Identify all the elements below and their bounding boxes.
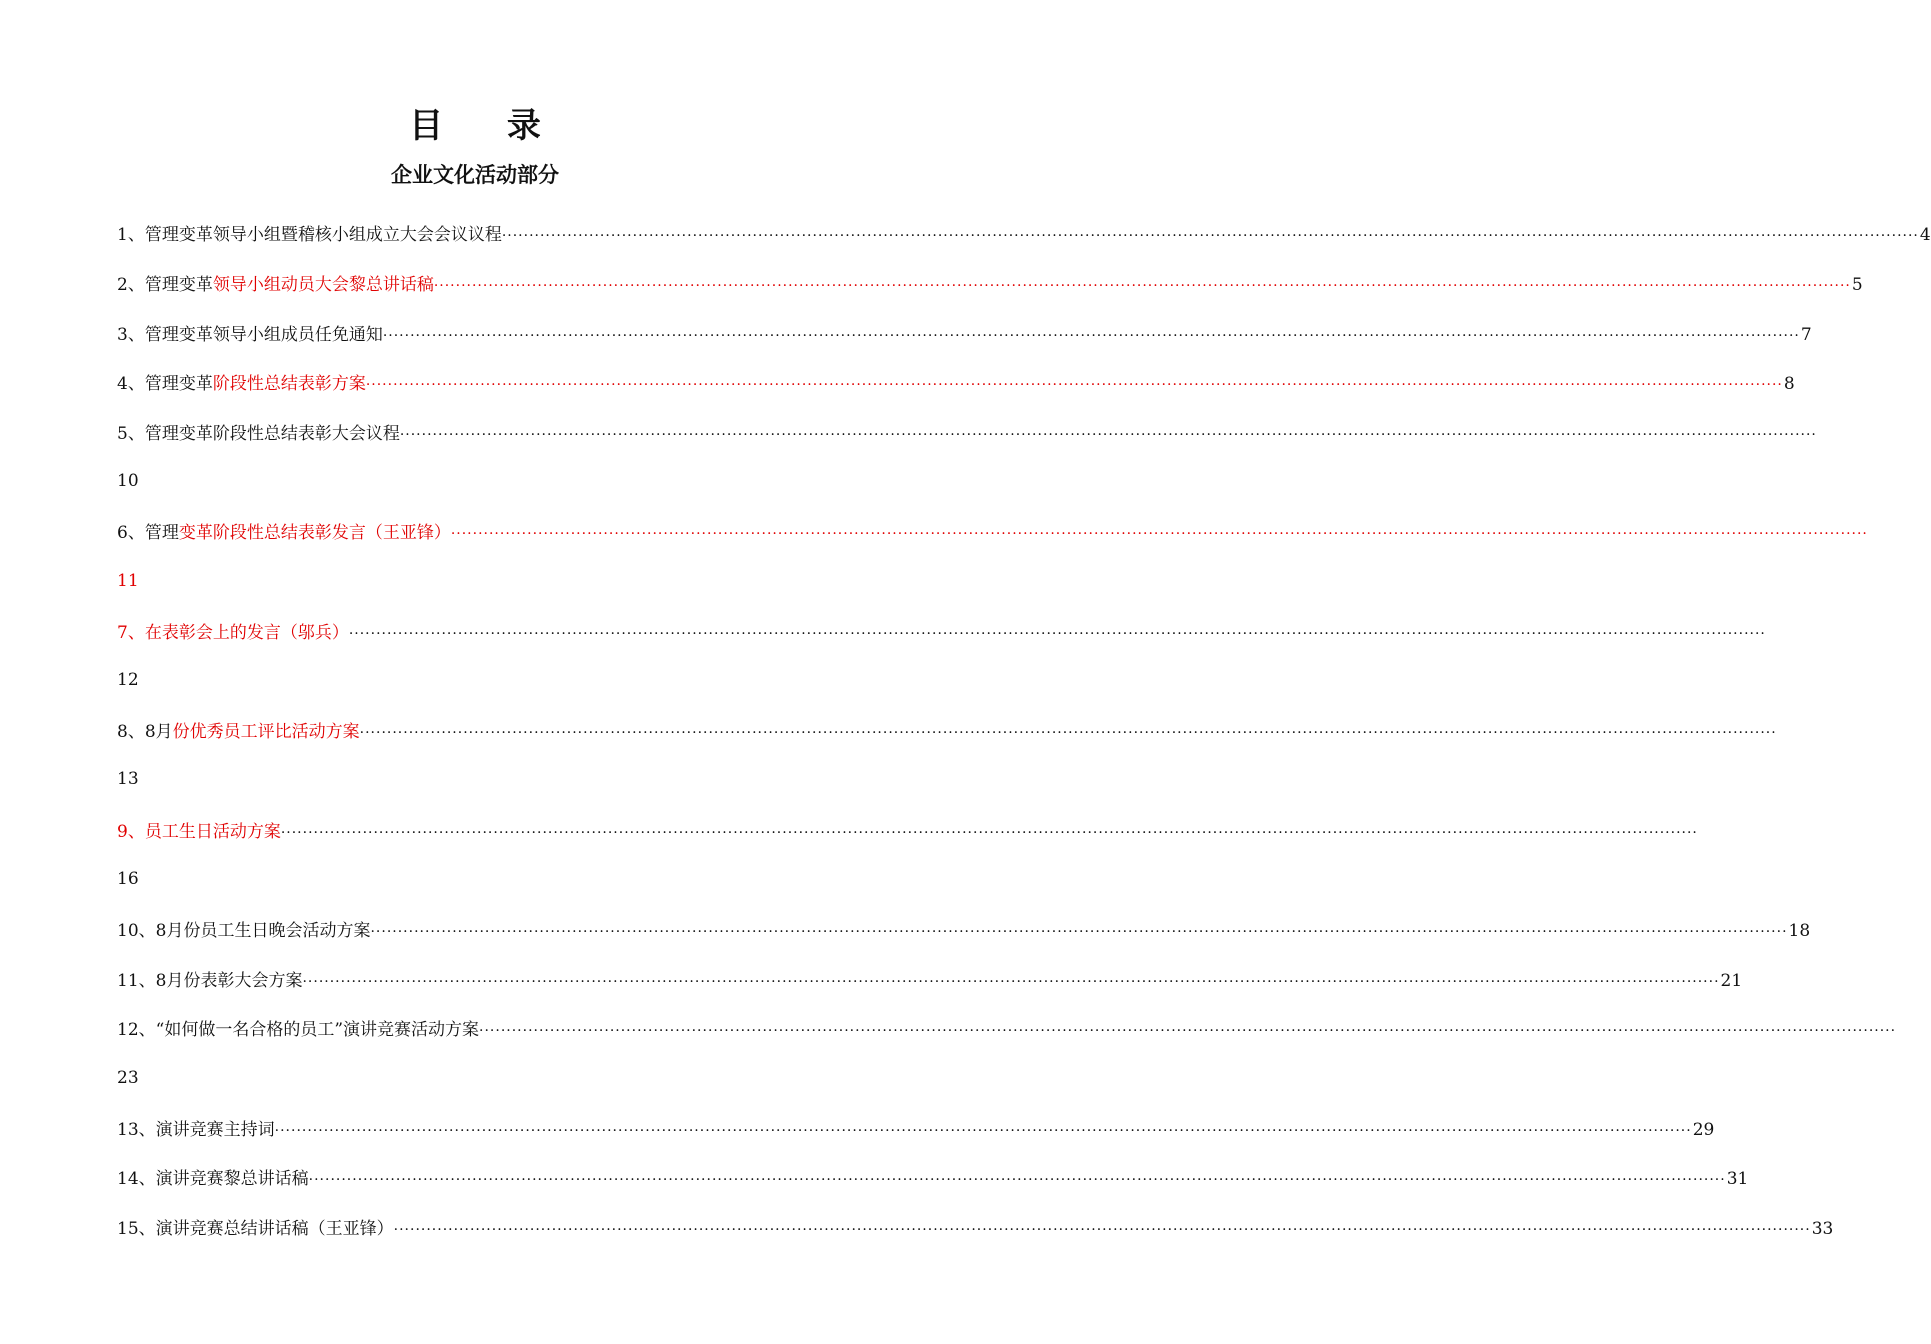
toc-entry-number: 5、 xyxy=(117,424,145,445)
toc-entry-title: 8月份表彰大会方案 xyxy=(155,970,303,991)
toc-page-number: 21 xyxy=(1720,970,1743,991)
toc-entry-number: 6、 xyxy=(117,523,145,544)
toc-entry-number: 15、 xyxy=(117,1219,156,1240)
toc-entry-title: 8月 xyxy=(144,722,173,743)
toc-entry[interactable] xyxy=(117,1152,1749,1202)
toc-entry-number: 12、 xyxy=(117,1020,156,1041)
toc-entry[interactable] xyxy=(117,1102,1715,1152)
toc-page-number-wrapped: 16 xyxy=(117,868,139,889)
toc-entry-title-highlight: 变革阶段性总结表彰发言（王亚锋） xyxy=(178,523,451,544)
toc-entry-number: 11、 xyxy=(117,970,156,991)
toc-entry-number: 2、 xyxy=(117,275,145,296)
toc-entry-number: 14、 xyxy=(117,1169,156,1190)
toc-page-number: 33 xyxy=(1811,1219,1834,1240)
table-of-contents xyxy=(117,208,1931,1251)
toc-entry-number: 1、 xyxy=(117,225,145,246)
toc-page-number: 31 xyxy=(1726,1169,1749,1190)
toc-page-number: 18 xyxy=(1788,920,1811,941)
toc-entry-number: 3、 xyxy=(117,324,145,345)
toc-entry-number: 9、 xyxy=(117,821,145,842)
section-subtitle: 企业文化活动部分 xyxy=(391,163,559,187)
toc-entry-title: 管理变革 xyxy=(144,275,213,296)
page-title: 目 录 xyxy=(409,106,567,146)
toc-leader-dots: ···································································································································································································································································· xyxy=(274,1122,1692,1139)
toc-entry-number: 7、 xyxy=(117,622,145,643)
toc-leader-dots: ···································································································································································································································································· xyxy=(308,1172,1726,1189)
toc-leader-dots: ···································································································································································································································································· xyxy=(302,973,1720,990)
toc-page-number: 5 xyxy=(1851,275,1863,296)
toc-leader-dots: ···································································································································································································································································· xyxy=(393,1222,1811,1239)
toc-page-number-wrapped: 10 xyxy=(117,471,139,492)
toc-entry-title: 管理变革 xyxy=(144,374,213,395)
toc-entry-number: 4、 xyxy=(117,374,145,395)
toc-entry-title: 演讲竞赛黎总讲话稿 xyxy=(155,1169,309,1190)
toc-leader-dots: ···································································································································································································································································· xyxy=(399,427,1817,444)
toc-page-number: 8 xyxy=(1783,374,1795,395)
toc-entry[interactable] xyxy=(117,1202,1834,1252)
toc-entry-title-highlight: 领导小组动员大会黎总讲话稿 xyxy=(212,275,434,296)
toc-entry-title: 演讲竞赛主持词 xyxy=(155,1119,275,1140)
toc-leader-dots: ···································································································································································································································································· xyxy=(382,327,1800,344)
toc-leader-dots: ···································································································································································································································································· xyxy=(501,228,1919,245)
toc-entry-title-highlight: 份优秀员工评比活动方案 xyxy=(172,722,360,743)
toc-page-number: 4 xyxy=(1919,225,1931,246)
toc-entry-title-highlight: 阶段性总结表彰方案 xyxy=(212,374,366,395)
toc-entry-title: 管理变革领导小组暨稽核小组成立大会会议议程 xyxy=(144,225,502,246)
toc-entry[interactable] xyxy=(117,357,1795,407)
toc-entry-title: “如何做一名合格的员工”演讲竞赛活动方案 xyxy=(155,1020,480,1041)
toc-entry-number: 8、 xyxy=(117,722,145,743)
toc-entry-title-highlight: 员工生日活动方案 xyxy=(144,821,281,842)
toc-entry[interactable] xyxy=(117,407,1817,457)
toc-leader-dots: ···································································································································································································································································· xyxy=(280,824,1698,841)
toc-page-number: 29 xyxy=(1692,1119,1715,1140)
toc-entry-title: 演讲竞赛总结讲话稿（王亚锋） xyxy=(155,1219,394,1240)
toc-entry[interactable] xyxy=(117,258,1863,308)
toc-entry-number: 10、 xyxy=(117,920,156,941)
toc-leader-dots: ···································································································································································································································································· xyxy=(370,923,1788,940)
toc-entry[interactable] xyxy=(117,904,1811,954)
toc-entry-title: 管理 xyxy=(144,523,179,544)
toc-page-number-wrapped: 13 xyxy=(117,769,139,790)
toc-entry-number: 13、 xyxy=(117,1119,156,1140)
toc-page-number-wrapped: 11 xyxy=(117,570,139,591)
toc-leader-dots: ···································································································································································································································································· xyxy=(433,278,1851,295)
toc-entry[interactable] xyxy=(117,705,1777,755)
toc-entry[interactable] xyxy=(117,1003,1897,1053)
toc-entry[interactable] xyxy=(117,804,1698,854)
toc-entry[interactable] xyxy=(117,506,1868,556)
toc-leader-dots: ···································································································································································································································································· xyxy=(479,1023,1897,1040)
toc-page-number-wrapped: 12 xyxy=(117,670,139,691)
toc-entry-title: 8月份员工生日晚会活动方案 xyxy=(155,920,371,941)
toc-entry[interactable] xyxy=(117,307,1812,357)
toc-page-number: 7 xyxy=(1800,324,1812,345)
toc-leader-dots: ···································································································································································································································································· xyxy=(348,625,1766,642)
toc-entry[interactable] xyxy=(117,953,1743,1003)
toc-leader-dots: ···································································································································································································································································· xyxy=(450,526,1868,543)
toc-entry-title: 管理变革阶段性总结表彰大会议程 xyxy=(144,424,400,445)
toc-entry-title-highlight: 在表彰会上的发言（邬兵） xyxy=(144,622,349,643)
toc-entry-title: 管理变革领导小组成员任免通知 xyxy=(144,324,383,345)
toc-leader-dots: ···································································································································································································································································· xyxy=(365,377,1783,394)
toc-leader-dots: ···································································································································································································································································· xyxy=(359,725,1777,742)
toc-entry[interactable] xyxy=(117,208,1931,258)
toc-page-number-wrapped: 23 xyxy=(117,1067,139,1088)
toc-entry[interactable] xyxy=(117,606,1766,656)
